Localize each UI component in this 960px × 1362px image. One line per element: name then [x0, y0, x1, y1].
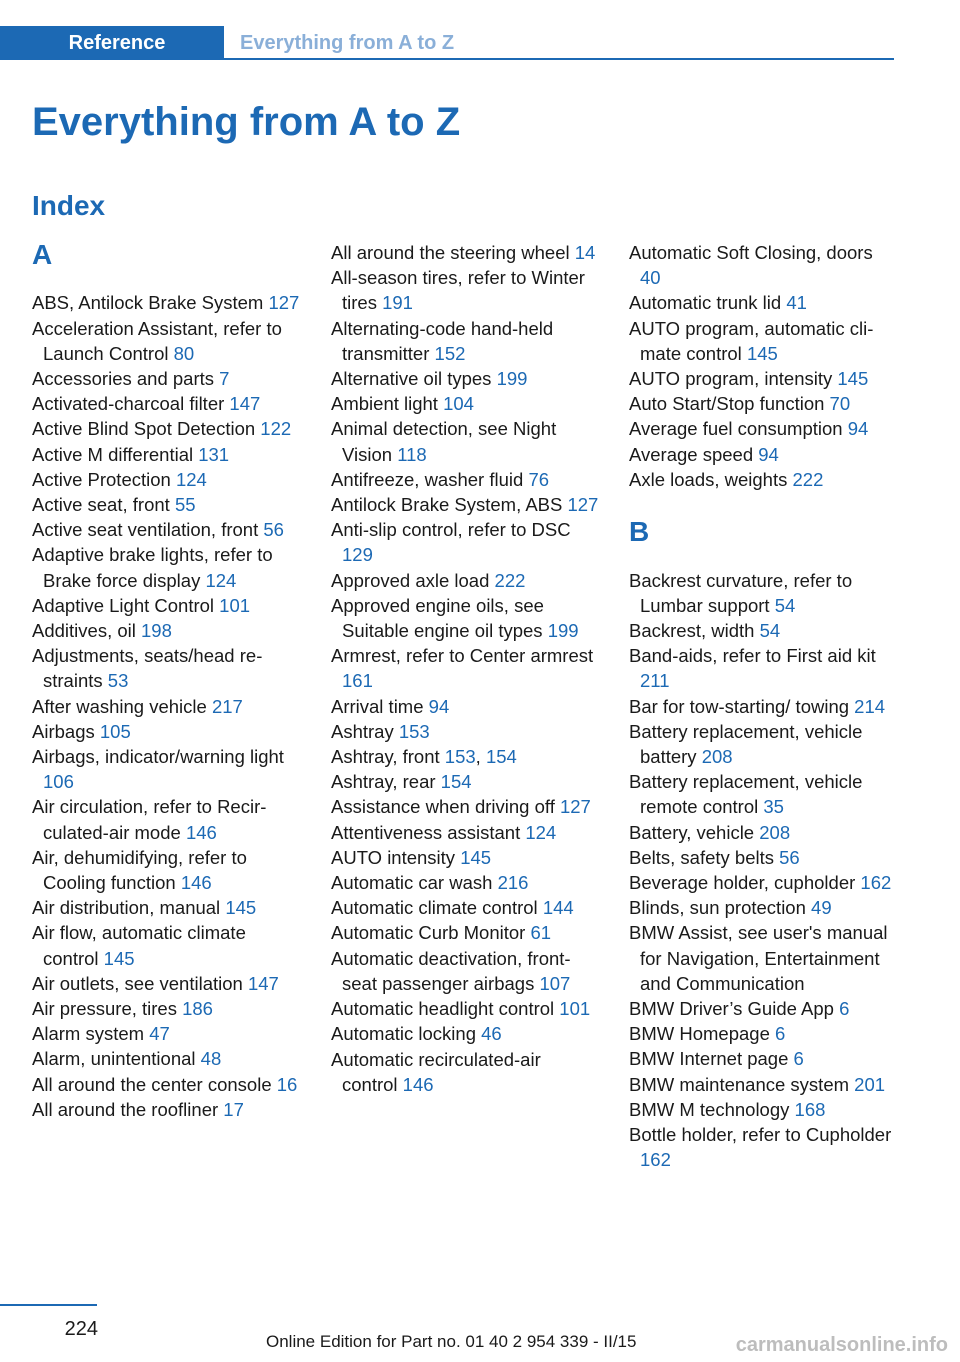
page-ref-link[interactable]: 199 [496, 368, 528, 390]
index-entry [629, 895, 897, 920]
page-ref-link[interactable]: 94 [758, 443, 779, 465]
page-ref-link[interactable]: 124 [175, 468, 207, 490]
index-entry [629, 845, 897, 870]
page-ref-link[interactable]: 76 [528, 468, 550, 490]
index-entry [629, 568, 897, 618]
footer-rule [0, 1304, 97, 1306]
index-entry [629, 820, 897, 845]
index-entry [629, 366, 897, 391]
index-entry [629, 391, 897, 416]
edition-note: Online Edition for Part no. 01 40 2 954 339 - II/15 [266, 1332, 637, 1351]
page-ref-link[interactable]: 53 [107, 670, 129, 692]
page-ref-link[interactable]: 40 [640, 267, 661, 289]
entry-text: Beverage holder, cupholder [629, 872, 856, 894]
entry-text: Acceleration Assistant, refer to Launch Control [32, 317, 282, 364]
entry-text: BMW Internet page [629, 1048, 789, 1070]
page-ref-link[interactable]: 124 [525, 821, 557, 843]
entry-text: Automatic climate control [331, 897, 538, 919]
index-entry [331, 996, 599, 1021]
entry-text: AUTO intensity [331, 846, 456, 868]
entry-text: Ashtray, rear [331, 771, 436, 793]
index-entry [32, 542, 300, 592]
entry-text: Bar for tow-starting/ towing [629, 695, 850, 717]
entry-text: Automatic Soft Closing, doors [629, 242, 873, 263]
page-ref-link[interactable]: 201 [854, 1073, 886, 1095]
page-ref-link[interactable]: 104 [443, 393, 474, 415]
page-title: Everything from A to Z [32, 100, 461, 144]
entry-text: Air pressure, tires [32, 998, 177, 1020]
index-entry [629, 769, 897, 819]
index-entry [629, 1046, 897, 1071]
page-ref-link[interactable]: 145 [103, 947, 135, 969]
index-entry [331, 517, 599, 567]
index-entry [629, 870, 897, 895]
page-ref-link[interactable]: 154 [485, 746, 517, 768]
page-ref-link[interactable]: 216 [497, 872, 529, 894]
entry-text: Band-aids, refer to First aid kit [629, 645, 876, 667]
page-ref-link[interactable]: 153 [398, 720, 430, 742]
index-entry [331, 568, 599, 593]
index-entry [629, 643, 897, 693]
entry-text: Alternative oil types [331, 368, 492, 390]
index-letter-a: A [32, 239, 53, 270]
page-ref-link[interactable]: 122 [260, 418, 292, 440]
index-entry [32, 467, 300, 492]
entry-text: Backrest curvature, refer to Lumbar support [629, 569, 853, 616]
page-ref-link[interactable]: 127 [268, 292, 300, 314]
index-entry [331, 643, 599, 693]
page-ref-link[interactable]: 16 [276, 1073, 298, 1095]
index-entry [32, 971, 300, 996]
page-ref-link[interactable]: 80 [173, 342, 195, 364]
entry-text: Air outlets, see ventilation [32, 972, 243, 994]
page-ref-link[interactable]: 145 [460, 846, 492, 868]
index-entry [331, 694, 599, 719]
entry-text: Average fuel consumption [629, 418, 843, 440]
page-ref-link[interactable]: 146 [185, 821, 217, 843]
page-ref-link[interactable]: 217 [211, 695, 243, 717]
entry-text: AUTO program, intensity [629, 368, 833, 390]
page-ref-link[interactable]: 46 [481, 1023, 502, 1045]
page-ref-link[interactable]: 47 [149, 1023, 170, 1045]
index-entry [629, 240, 897, 290]
page-ref-link[interactable]: 152 [434, 342, 466, 364]
index-entry [629, 1072, 897, 1097]
index-letter-b: B [629, 516, 650, 548]
page-ref-link[interactable]: 61 [530, 922, 552, 944]
page-ref-link[interactable]: 191 [382, 292, 413, 314]
entry-text: Battery, vehicle [629, 821, 755, 843]
entry-text: Belts, safety belts [629, 846, 774, 868]
index-entry [331, 391, 599, 416]
page-ref-link[interactable]: 127 [559, 796, 591, 818]
entry-text: Air circulation, refer to Recirculated-air mode [32, 796, 267, 843]
entry-text: Armrest, refer to Center armrest [331, 645, 594, 667]
index-entry [32, 920, 300, 970]
index-entry [32, 996, 300, 1021]
page-ref-link[interactable]: 222 [494, 569, 526, 591]
page-ref-link[interactable]: 129 [342, 544, 373, 566]
entry-text: Battery replacement, vehicle remote control [629, 771, 863, 818]
page-ref-link[interactable]: 145 [837, 368, 869, 390]
index-entry [629, 1021, 897, 1046]
index-entry [331, 946, 599, 996]
index-entry: Ashtray, front 153, 154 [331, 746, 517, 768]
running-header [0, 26, 894, 60]
page-ref-link[interactable]: 154 [440, 771, 472, 793]
entry-text: Additives, oil [32, 620, 136, 642]
entry-text: Active seat, front [32, 494, 170, 516]
entry-text: Backrest, width [629, 620, 755, 642]
entry-text: Bottle holder, refer to Cupholder [629, 1124, 892, 1146]
entry-text: Anti-slip control, refer to DSC [331, 519, 571, 541]
header-rule [224, 58, 894, 60]
index-entry [32, 517, 300, 542]
entry-text: Automatic trunk lid [629, 292, 782, 314]
page-ref-link[interactable]: 101 [559, 998, 591, 1020]
index-entry [331, 416, 599, 466]
entry-text: Alternating-code hand-held transmitter [331, 317, 554, 364]
entry-text: Active Blind Spot Detection [32, 418, 256, 440]
page-ref-link[interactable]: 35 [763, 796, 784, 818]
index-entry [629, 1097, 897, 1122]
page-ref-link[interactable]: 94 [428, 695, 450, 717]
index-entry [32, 694, 300, 719]
entry-text: Attentiveness assistant [331, 821, 521, 843]
page-ref-link[interactable]: 147 [229, 393, 261, 415]
page-ref-link[interactable]: 168 [794, 1098, 826, 1120]
entry-text: Approved axle load [331, 569, 490, 591]
page-ref-link[interactable]: 162 [860, 872, 892, 894]
index-entry [32, 643, 300, 693]
entry-text: Automatic recirculated-air control [331, 1048, 541, 1095]
index-entry [629, 920, 897, 996]
entry-text: BMW Driver’s Guide App [629, 998, 834, 1020]
entry-text: Antifreeze, washer fluid [331, 468, 524, 490]
page-ref-link[interactable]: 162 [640, 1149, 671, 1171]
entry-text: Adaptive Light Control [32, 594, 215, 616]
index-entry [32, 416, 300, 441]
index-entry [331, 316, 599, 366]
index-entry [629, 316, 897, 366]
page-ref-link[interactable]: 131 [198, 443, 230, 465]
index-entry [331, 1047, 599, 1097]
entry-text: ABS, Antilock Brake System [32, 292, 264, 314]
entry-text: All-season tires, refer to Winter tires [331, 267, 585, 314]
page-ref-link[interactable]: 214 [854, 695, 886, 717]
page-ref-link[interactable]: 49 [811, 897, 832, 919]
index-entry [629, 996, 897, 1021]
index-entry [331, 240, 599, 265]
page-ref-link[interactable]: 56 [779, 846, 800, 868]
index-entry [629, 618, 897, 643]
page-number: 224 [64, 1318, 98, 1340]
entry-text: BMW maintenance system [629, 1073, 850, 1095]
index-entry [32, 794, 300, 844]
page-ref-link[interactable]: 106 [43, 771, 74, 793]
page-ref-link[interactable]: 6 [793, 1048, 804, 1070]
page-ref-link[interactable]: 55 [174, 494, 196, 516]
entry-text: Active Protection [32, 468, 171, 490]
entry-text: Battery replacement, vehicle battery [629, 720, 863, 768]
page-ref-link[interactable]: 54 [774, 594, 796, 616]
watermark: carmanualsonline.info [735, 1334, 948, 1356]
page-ref-link[interactable]: 124 [205, 569, 237, 591]
page-ref-link[interactable]: 222 [792, 468, 824, 490]
page-ref-link[interactable]: 7 [219, 368, 230, 389]
page-ref-link[interactable]: 208 [701, 746, 733, 768]
entry-text: Automatic deactivation, front-seat passenger airbags [331, 947, 571, 994]
page-ref-link[interactable]: 145 [746, 342, 778, 364]
page-ref-link[interactable]: 146 [180, 872, 212, 894]
page-ref-link[interactable]: 147 [247, 972, 279, 994]
entry-text: Adjustments, seats/head restraints [32, 645, 263, 692]
entry-text: Animal detection, see Night Vision [331, 418, 557, 465]
entry-text: All around the steering wheel [331, 242, 570, 263]
page-ref-link[interactable]: 153 [444, 746, 476, 768]
entry-text: Activated-charcoal filter [32, 393, 225, 415]
entry-text: Adaptive brake lights, refer to Brake force display [32, 544, 273, 591]
entry-text: Alarm, unintentional [32, 1048, 196, 1070]
page-ref-link[interactable]: 161 [342, 670, 373, 692]
index-entry [32, 845, 300, 895]
entry-text: Automatic headlight control [331, 998, 555, 1020]
entry-text: Axle loads, weights [629, 468, 788, 490]
page-ref-link[interactable]: 6 [775, 1023, 786, 1045]
index-entry [331, 467, 599, 492]
page-ref-link[interactable]: 105 [99, 720, 131, 742]
entry-text: Active seat ventilation, front [32, 519, 259, 541]
index-entry [331, 492, 599, 517]
page-ref-link[interactable]: 146 [402, 1073, 434, 1095]
index-entry [629, 416, 897, 441]
entry-text: Assistance when driving off [331, 796, 555, 818]
index-entry [331, 870, 599, 895]
entry-text: All around the center console [32, 1073, 272, 1095]
index-column-1 [32, 240, 300, 1122]
index-entry [629, 442, 897, 467]
entry-text: Airbags [32, 720, 95, 742]
page-ref-link[interactable]: 211 [640, 670, 670, 692]
page-ref-link[interactable]: 70 [829, 393, 851, 415]
index-entry [331, 920, 599, 945]
entry-text: Ambient light [331, 393, 438, 415]
page-ref-link[interactable]: 94 [847, 418, 869, 440]
index-entry [32, 442, 300, 467]
entry-text: Air, dehumidifying, refer to Cooling function [32, 846, 247, 894]
entry-text: Automatic locking [331, 1023, 476, 1045]
index-entry [32, 492, 300, 517]
index-entry [331, 593, 599, 643]
index-entry [629, 290, 897, 315]
entry-text: Alarm system [32, 1023, 145, 1045]
entry-text: BMW Homepage [629, 1023, 770, 1045]
index-entry [331, 895, 599, 920]
index-heading: Index [32, 190, 106, 221]
entry-text: Active M differential [32, 443, 194, 465]
page-ref-link[interactable]: 56 [263, 519, 284, 541]
page-ref-link[interactable]: 41 [786, 292, 807, 314]
page-ref-link[interactable]: 145 [225, 897, 257, 919]
index-entry [32, 618, 300, 643]
page-ref-link[interactable]: 208 [759, 821, 791, 843]
index-entry [331, 845, 599, 870]
index-entry [32, 1072, 300, 1097]
entry-text: Accessories and parts [32, 368, 215, 389]
page-ref-link[interactable]: 6 [839, 998, 850, 1020]
entry-text: Arrival time [331, 695, 424, 717]
entry-text: Ashtray [331, 720, 394, 742]
index-column-2 [331, 240, 599, 1097]
page-ref-link[interactable]: 48 [200, 1048, 222, 1070]
index-entry [331, 794, 599, 819]
page-ref-link[interactable]: 54 [759, 620, 781, 642]
index-column-3 [629, 240, 897, 1172]
index-entry [331, 719, 599, 744]
entry-text: Antilock Brake System, ABS [331, 494, 563, 516]
entry-text: Ashtray, front [331, 746, 440, 768]
page-ref-link[interactable]: 199 [547, 620, 579, 642]
index-entry [331, 769, 599, 794]
index-entry [32, 316, 300, 366]
entry-text: BMW Assist, see user's manual for Navigation, Entertainment and Communication [629, 922, 888, 994]
index-entry [32, 1021, 300, 1046]
index-entry [331, 1021, 599, 1046]
entry-text: Airbags, indicator/warning light [32, 746, 284, 768]
entry-text: Average speed [629, 443, 754, 465]
page-ref-link[interactable]: 101 [219, 594, 251, 616]
index-entry [32, 593, 300, 618]
index-entry [32, 366, 300, 391]
entry-text: Automatic Curb Monitor [331, 922, 526, 944]
entry-text: AUTO program, automatic climate control [629, 317, 874, 364]
page-ref-link[interactable]: 107 [539, 972, 571, 994]
index-entry [629, 719, 897, 769]
page-ref-link[interactable]: 144 [542, 897, 574, 919]
index-entry [629, 694, 897, 719]
entry-text: Auto Start/Stop function [629, 393, 825, 415]
entry-text: All around the roofliner [32, 1098, 219, 1120]
index-entry [629, 1122, 897, 1172]
header-title: Everything from A to Z [240, 32, 455, 54]
index-entry [32, 895, 300, 920]
entry-text: Blinds, sun protection [629, 897, 806, 919]
entry-text: BMW M technology [629, 1098, 790, 1120]
page-ref-link[interactable]: 118 [397, 443, 427, 465]
index-entry [32, 290, 300, 315]
index-entry [331, 820, 599, 845]
index-entry [32, 719, 300, 744]
index-entry [331, 366, 599, 391]
page-ref-link[interactable]: 127 [567, 494, 599, 516]
index-entry [32, 744, 300, 794]
section-tab: Reference [0, 26, 224, 60]
page-ref-link[interactable]: 198 [141, 620, 172, 642]
entry-text: After washing vehicle [32, 695, 207, 717]
index-entry [32, 391, 300, 416]
index-entry [32, 1097, 300, 1122]
entry-text: Air flow, automatic climate control [32, 922, 246, 969]
index-entry [629, 467, 897, 492]
page-ref-link[interactable]: 186 [182, 998, 213, 1020]
entry-text: Air distribution, manual [32, 897, 221, 919]
entry-text: Approved engine oils, see Suitable engine oil types [331, 594, 544, 642]
page-ref-link[interactable]: 17 [223, 1098, 244, 1120]
index-entry [32, 1046, 300, 1071]
page-ref-link[interactable]: 14 [574, 242, 596, 263]
entry-text: Automatic car wash [331, 872, 493, 894]
index-entry [331, 265, 599, 315]
